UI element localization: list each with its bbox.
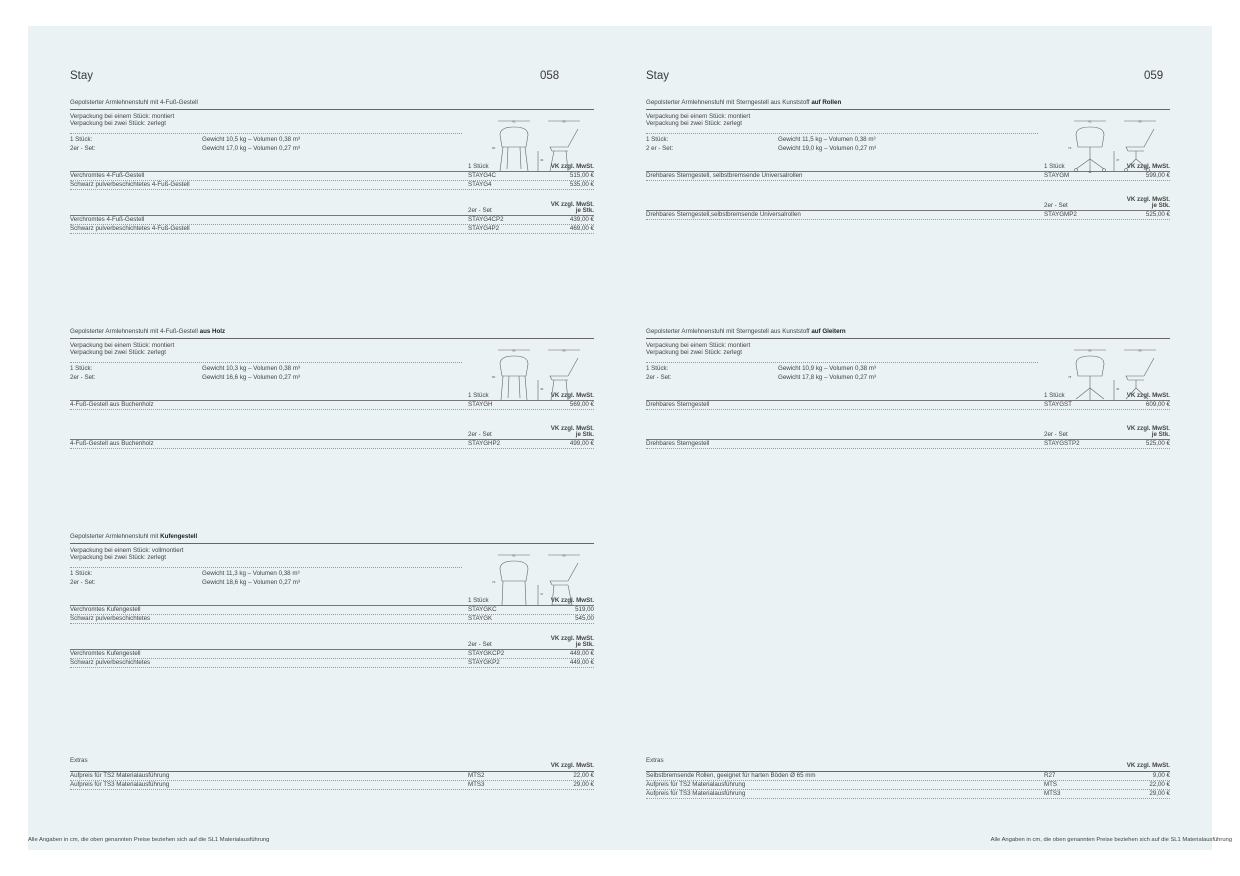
dim-depth: 59: [562, 119, 566, 124]
chair-drawing-rollen: [1064, 117, 1170, 173]
extras-table: [70, 757, 594, 790]
table-row: 4-Fuß-Gestell aus Buchenholz STAYGH 569,00 €: [70, 400, 594, 408]
footer-note: Alle Angaben in cm, die oben genannten Preise beziehen sich auf die SL1 Materialausführung: [990, 837, 1232, 843]
packaging-info: Verpackung bei einem Stück: montiert Verpackung bei zwei Stück: zerlegt: [646, 112, 751, 128]
product-section-4fuss: [70, 99, 594, 234]
packaging-info: Verpackung bei einem Stück: montiert Verpackung bei zwei Stück: zerlegt: [70, 341, 175, 357]
packaging-info: Verpackung bei einem Stück: montiert Verpackung bei zwei Stück: zerlegt: [646, 341, 751, 357]
price-table-header: 1 Stück VK zzgl. MwSt.: [70, 597, 594, 606]
set-table-header: 2er - Set VK zzgl. MwSt. je Stk.: [70, 634, 594, 650]
table-row: Aufpreis für TS3 Materialausführung MTS3 29,00 €: [70, 781, 594, 788]
price-table-header: 1 Stück VK zzgl. MwSt.: [70, 163, 594, 172]
footer-note: Alle Angaben in cm, die oben genannten Preise beziehen sich auf die SL1 Materialausführung: [28, 837, 270, 843]
set-table-header: 2er - Set VK zzgl. MwSt. je Stk.: [646, 424, 1170, 440]
extras-header: Extras VK zzgl. MwSt.: [646, 757, 1170, 772]
section-heading: Gepolsterter Armlehnenstuhl mit Kufengestell: [70, 533, 594, 544]
section-heading: Gepolsterter Armlehnenstuhl mit Sterngestell aus Kunststoff auf Rollen: [646, 99, 1170, 110]
table-row: Drehbares Sterngestell, selbstbremsende Universalrollen STAYGM 599,00 €: [646, 171, 1170, 179]
table-row: Schwarz pulverbeschichtetes 4-Fuß-Gestell STAYG4 535,00 €: [70, 180, 594, 188]
weight-set: 2er - Set: Gewicht 16,6 kg – Volumen 0,27 m³: [70, 374, 301, 382]
dim-seat-height: 47: [1116, 158, 1120, 162]
dim-height: 78: [1068, 375, 1072, 379]
price-table-header: 1 Stück VK zzgl. MwSt.: [646, 163, 1170, 172]
dim-depth: 59: [1138, 348, 1142, 353]
dim-width: 61: [512, 348, 516, 353]
dim-height: 79: [1068, 146, 1072, 150]
table-row: Verchromtes Kufengestell STAYGKC 519,00: [70, 605, 594, 613]
dim-seat-height: 46: [1116, 387, 1120, 391]
dim-depth: 59: [1138, 119, 1142, 124]
page-title: Stay: [70, 70, 94, 82]
table-row: Verchromtes Kufengestell STAYGKCP2 449,00 €: [70, 649, 594, 657]
table-row: Verchromtes 4-Fuß-Gestell STAYG4CP2 439,00 €: [70, 215, 594, 223]
table-row: Aufpreis für TS2 Materialausführung MTS 22,00 €: [646, 781, 1170, 788]
table-row: Drehbares Sterngestell,selbstbremsende Universalrollen STAYGMP2 525,00 €: [646, 210, 1170, 218]
weight-set: 2 er - Set: Gewicht 19,0 kg – Volumen 0,27 m³: [646, 145, 877, 153]
page-059: [646, 26, 1232, 850]
weight-single: 1 Stück: Gewicht 10,3 kg – Volumen 0,38 m³: [70, 364, 301, 372]
dim-height: 80: [492, 146, 496, 150]
page-number: 058: [540, 70, 560, 82]
extras-table: [646, 757, 1170, 799]
set-table-header: 2er - Set VK zzgl. MwSt. je Stk.: [646, 195, 1170, 211]
set-table-header: 2er - Set VK zzgl. MwSt. je Stk.: [70, 200, 594, 216]
weight-set: 2er - Set: Gewicht 17,8 kg – Volumen 0,27 m³: [646, 374, 877, 382]
weight-single: 1 Stück: Gewicht 11,5 kg – Volumen 0,38 m³: [646, 135, 876, 143]
table-row: Aufpreis für TS3 Materialausführung MTS3 29,00 €: [646, 790, 1170, 797]
weight-single: 1 Stück: Gewicht 10,5 kg – Volumen 0,38 m³: [70, 135, 301, 143]
chair-drawing-kufen: [488, 551, 594, 607]
dim-depth: 59: [562, 553, 566, 558]
section-heading: Gepolsterter Armlehnenstuhl mit Sterngestell aus Kunststoff auf Gleitern: [646, 328, 1170, 339]
dim-width: 61: [512, 553, 516, 558]
table-row: Drehbares Sterngestell STAYGSTP2 525,00 €: [646, 439, 1170, 447]
table-row: Schwarz pulverbeschichtetes STAYGKP2 449,00 €: [70, 658, 594, 666]
product-section-rollen: [646, 99, 1170, 220]
dim-width: 61: [1088, 119, 1092, 124]
chair-drawing-gleiter: [1064, 346, 1170, 402]
dim-seat-height: 49: [540, 158, 544, 162]
page-title: Stay: [646, 70, 670, 82]
extras-header: Extras VK zzgl. MwSt.: [70, 757, 594, 772]
packaging-info: Verpackung bei einem Stück: vollmontiert Verpackung bei zwei Stück: zerlegt: [70, 546, 184, 562]
dim-width: 61: [1088, 348, 1092, 353]
dim-seat-height: 47: [540, 592, 544, 596]
product-section-gleiter: [646, 328, 1170, 449]
dim-height: 79: [492, 580, 496, 584]
page-number: 059: [1144, 70, 1164, 82]
catalog-spread: [28, 26, 1232, 850]
weight-set: 2er - Set: Gewicht 18,6 kg – Volumen 0,27 m³: [70, 579, 301, 587]
table-row: Schwarz pulverbeschichtetes STAYGK 545,00: [70, 614, 594, 622]
section-heading: Gepolsterter Armlehnenstuhl mit 4-Fuß-Gestell: [70, 99, 594, 110]
table-row: 4-Fuß-Gestell aus Buchenholz STAYGHP2 499,00 €: [70, 439, 594, 447]
dim-width: 61: [512, 119, 516, 124]
chair-drawing-4fuss: [488, 117, 594, 173]
table-row: Aufpreis für TS2 Materialausführung MTS2 22,00 €: [70, 772, 594, 779]
weight-single: 1 Stück: Gewicht 10,9 kg – Volumen 0,38 m³: [646, 364, 877, 372]
table-row: Selbstbremsende Rollen, geeignet für harten Böden Ø 65 mm R27 9,00 €: [646, 772, 1170, 779]
dim-height: 80: [492, 375, 496, 379]
table-row: Schwarz pulverbeschichtetes 4-Fuß-Gestell STAYG4P2 469,00 €: [70, 224, 594, 232]
product-section-kufen: [70, 533, 594, 668]
price-table-header: 1 Stück VK zzgl. MwSt.: [70, 392, 594, 401]
dim-depth: 59: [562, 348, 566, 353]
page-058: [28, 26, 622, 850]
table-row: Verchromtes 4-Fuß-Gestell STAYG4C 515,00 €: [70, 171, 594, 179]
weight-set: 2er - Set: Gewicht 17,0 kg – Volumen 0,27 m³: [70, 145, 301, 153]
set-table-header: 2er - Set VK zzgl. MwSt. je Stk.: [70, 424, 594, 440]
dim-seat-height: 49: [540, 387, 544, 391]
table-row: Drehbares Sterngestell STAYGST 609,00 €: [646, 400, 1170, 408]
chair-drawing-holz: [488, 346, 594, 402]
price-table-header: 1 Stück VK zzgl. MwSt.: [646, 392, 1170, 401]
weight-single: 1 Stück: Gewicht 11,3 kg – Volumen 0,38 m³: [70, 569, 300, 577]
section-heading: Gepolsterter Armlehnenstuhl mit 4-Fuß-Gestell aus Holz: [70, 328, 594, 339]
product-section-holz: [70, 328, 594, 449]
packaging-info: Verpackung bei einem Stück: montiert Verpackung bei zwei Stück: zerlegt: [70, 112, 175, 128]
